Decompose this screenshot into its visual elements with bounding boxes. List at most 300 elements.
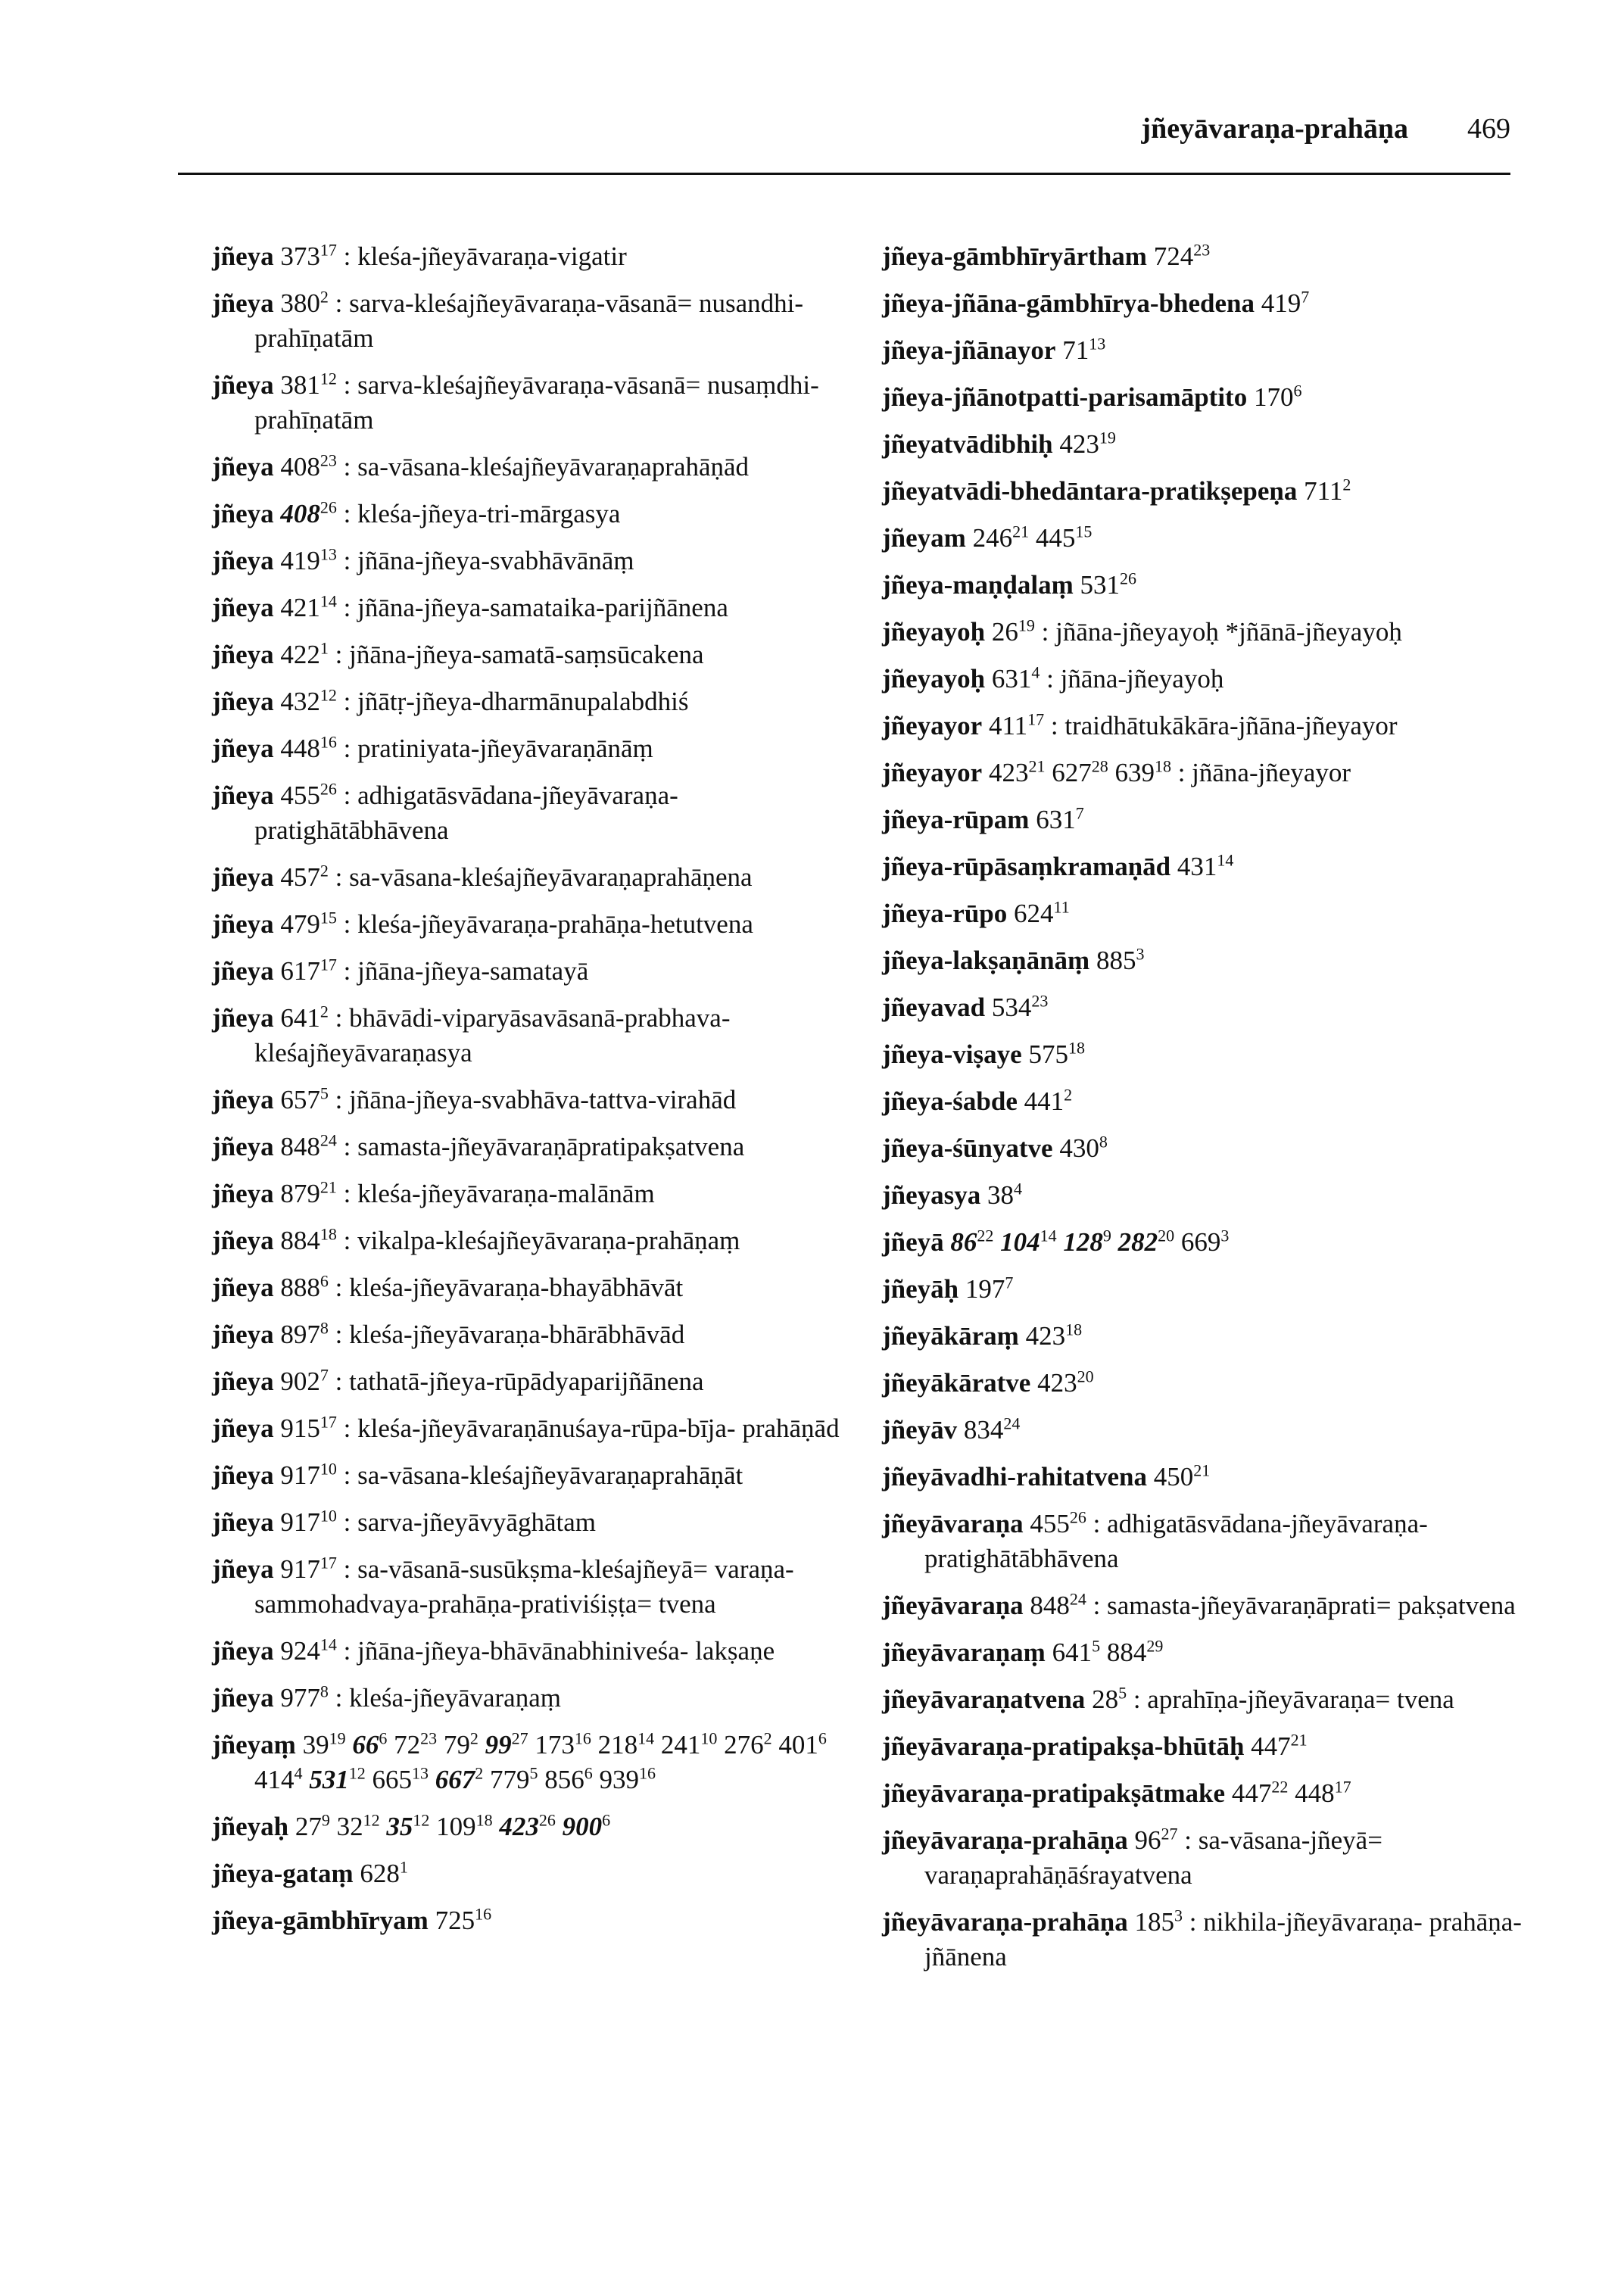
entry-headword: jñeyāvaraṇaṃ [882,1638,1046,1667]
index-entry [212,368,871,438]
reference-line: 17 [320,240,337,260]
reference-page: 915 [280,1413,320,1443]
entry-headword: jñeya [212,1554,274,1584]
reference-line: 10 [320,1506,337,1526]
reference-page: 422 [280,640,320,669]
reference-line: 7 [1075,803,1084,823]
index-entry [212,1681,871,1716]
entry-context: : nikhila-jñeyāvaraṇa- prahāṇa-jñānena [924,1907,1522,1971]
reference-line: 17 [1027,709,1045,729]
reference-page: 408 [280,452,320,482]
page-reference [386,1812,429,1841]
index-entry [882,1366,1533,1401]
reference-page: 431 [1177,852,1217,881]
reference-page: 185 [1134,1907,1174,1937]
page-reference [1062,335,1105,365]
reference-page: 26 [991,617,1018,647]
index-entry [882,1905,1533,1975]
entry-headword: jñeya-rūpam [882,805,1030,834]
reference-line: 3 [1174,1906,1183,1925]
entry-context: : samasta-jñeyāvaraṇāprati= pakṣatvena [1086,1591,1516,1620]
reference-line: 22 [977,1226,994,1245]
reference-page: 667 [435,1765,475,1794]
entry-headword: jñeya-viṣaye [882,1039,1022,1069]
entry-headword: jñeya [212,1085,274,1114]
reference-line: 7 [320,1365,329,1385]
reference-line: 24 [1069,1589,1086,1609]
entry-headword: jñeyayor [882,711,983,740]
page-reference [1096,946,1145,975]
reference-line: 8 [1099,1132,1108,1152]
page-reference [352,1730,387,1759]
entry-headword: jñeya-lakṣaṇānāṃ [882,946,1090,975]
entry-headword: jñeyayor [882,758,983,787]
reference-line: 2 [320,287,329,307]
reference-line: 12 [413,1810,430,1830]
reference-line: 13 [1089,334,1106,354]
index-entry [882,1084,1533,1119]
reference-page: 373 [280,242,320,271]
reference-page: 170 [1253,382,1294,412]
reference-page: 408 [280,499,320,528]
entry-context: : jñāna-jñeya-svabhāva-tattva-virahād [328,1085,737,1114]
page-reference [1107,1638,1164,1667]
index-entry [212,1903,871,1938]
page-reference [280,956,337,986]
reference-line: 17 [320,955,337,974]
reference-page: 939 [599,1765,639,1794]
page-reference [1030,1591,1086,1620]
entry-context: : traidhātukākāra-jñāna-jñeyayor [1044,711,1398,740]
page-reference [1036,805,1084,834]
page-reference [973,523,1030,553]
reference-line: 13 [320,544,337,564]
entry-headword: jñeyā [882,1227,944,1257]
page-reference [1052,1638,1101,1667]
entry-headword: jñeya-gāmbhīryam [212,1906,429,1935]
entry-headword: jñeyāv [882,1415,958,1445]
reference-page: 447 [1251,1731,1291,1761]
reference-page: 617 [280,956,320,986]
reference-line: 17 [1334,1777,1351,1797]
page-reference [661,1730,718,1759]
page-reference [303,1730,346,1759]
reference-line: 9 [321,1810,330,1830]
reference-page: 848 [1030,1591,1070,1620]
index-entry [882,1635,1533,1670]
reference-line: 23 [320,450,337,470]
reference-page: 86 [950,1227,977,1257]
page-reference [563,1812,611,1841]
reference-page: 917 [280,1460,320,1490]
page-number: 469 [1467,113,1510,145]
reference-page: 445 [1035,523,1076,553]
reference-line: 23 [420,1728,438,1748]
entry-context: : sarva-jñeyāvyāghātam [336,1507,596,1537]
reference-line: 16 [639,1763,656,1783]
entry-context: : tathatā-jñeya-rūpādyaparijñānena [328,1367,704,1396]
reference-page: 977 [280,1683,320,1713]
entry-context: : kleśa-jñeyāvaraṇaṃ [328,1683,561,1713]
index-entry [882,1131,1533,1166]
page-reference [337,1812,380,1841]
entry-headword: jñeyākāratve [882,1368,1031,1398]
reference-line: 1 [399,1857,408,1877]
reference-line: 19 [1099,428,1116,447]
reference-page: 423 [1059,429,1099,459]
page-reference [1154,1462,1211,1491]
entry-context: : sarva-kleśajñeyāvaraṇa-vāsanā= nusaṃdhi-prahīṇatām [254,370,819,435]
page-reference [1063,1227,1111,1257]
entry-context: : pratiniyata-jñeyāvaraṇānāṃ [336,734,653,763]
entry-headword: jñeya [212,288,274,318]
entry-headword: jñeya [212,1367,274,1396]
page-reference [444,1730,478,1759]
reference-page: 104 [1000,1227,1040,1257]
entry-headword: jñeya [212,734,274,763]
reference-page: 779 [490,1765,530,1794]
reference-page: 917 [280,1554,320,1584]
page-reference [435,1906,492,1935]
index-entry [212,544,871,578]
reference-line: 5 [1092,1636,1101,1656]
reference-page: 173 [535,1730,575,1759]
page-reference [600,1765,656,1794]
page-reference [254,1765,303,1794]
reference-page: 639 [1114,758,1155,787]
index-entry [212,1177,871,1211]
entry-context: : sa-vāsana-kleśajñeyāvaraṇaprahāṇād [336,452,750,482]
reference-page: 38 [987,1180,1015,1210]
entry-context: : bhāvādi-viparyāsavāsanā-prabhava- kleśajñeyāvaraṇasya [254,1003,731,1068]
reference-line: 2 [475,1763,484,1783]
index-entry [212,450,871,485]
page-reference [1181,1227,1230,1257]
page-reference [1177,852,1234,881]
reference-page: 35 [386,1812,413,1841]
reference-page: 99 [485,1730,512,1759]
reference-line: 26 [320,497,337,517]
reference-page: 96 [1134,1825,1161,1855]
entry-headword: jñeyāvadhi-rahitatvena [882,1462,1147,1491]
index-entry [212,907,871,942]
page-reference [280,1554,337,1584]
index-entry [882,896,1533,931]
entry-headword: jñeya-jñānotpatti-parisamāptito [882,382,1248,412]
page-reference [1261,288,1310,318]
page-reference [280,1003,329,1033]
entry-headword: jñeyāḥ [882,1274,959,1304]
reference-line: 7 [1005,1273,1014,1292]
entry-headword: jñeyāvaraṇa-pratipakṣa-bhūtāḥ [882,1731,1245,1761]
reference-page: 380 [280,288,320,318]
entry-headword: jñeya [212,781,274,810]
reference-page: 575 [1028,1039,1068,1069]
page-reference [280,499,337,528]
entry-context: : jñātṛ-jñeya-dharmānupalabdhiś [336,687,689,716]
reference-line: 4 [1014,1179,1023,1198]
reference-page: 724 [1153,242,1194,271]
entry-headword: jñeya-gataṃ [212,1859,354,1888]
reference-page: 631 [991,664,1032,693]
reference-line: 13 [412,1763,429,1783]
index-entry [212,860,871,895]
reference-page: 411 [988,711,1028,740]
index-entry [212,637,871,672]
page-reference [724,1730,772,1759]
reference-page: 32 [336,1812,363,1841]
reference-line: 7 [1301,287,1310,307]
index-entry [212,239,871,274]
index-entry [882,286,1533,321]
reference-line: 14 [320,1635,337,1654]
reference-line: 12 [363,1810,380,1830]
page-reference [280,1507,337,1537]
entry-headword: jñeya [212,242,274,271]
reference-line: 26 [538,1810,556,1830]
reference-page: 455 [280,781,320,810]
page-reference [280,640,329,669]
reference-page: 246 [972,523,1013,553]
page-reference [280,1085,329,1114]
reference-page: 432 [280,687,320,716]
reference-line: 5 [320,1083,329,1103]
entry-context: : jñāna-jñeyayoḥ *jñānā-jñeyayoḥ [1034,617,1402,647]
page-reference [598,1730,655,1759]
index-entry [212,1505,871,1540]
page-reference [280,1226,337,1255]
reference-line: 12 [348,1763,366,1783]
page-reference [280,242,337,271]
page-reference [295,1812,330,1841]
reference-page: 457 [280,862,320,892]
reference-page: 455 [1030,1509,1070,1538]
reference-line: 26 [1069,1507,1086,1527]
entry-context: : sa-vāsanā-susūkṣma-kleśajñeyā= varaṇa-sammohadvaya-prahāṇa-prativiśiṣṭa= tvena [254,1554,794,1619]
page-reference [280,1683,329,1713]
entry-headword: jñeyāvaraṇatvena [882,1685,1086,1714]
reference-line: 18 [1154,756,1171,776]
reference-line: 18 [475,1810,493,1830]
reference-page: 884 [280,1226,320,1255]
page-reference [490,1765,538,1794]
index-entry [882,474,1533,509]
entry-headword: jñeyāvaraṇa-pratipakṣātmake [882,1778,1226,1808]
page-reference [964,1415,1021,1445]
page-reference [280,288,329,318]
page-reference [499,1812,556,1841]
reference-page: 423 [499,1812,539,1841]
page-header [178,112,1510,175]
reference-line: 2 [320,1002,329,1021]
reference-page: 534 [991,993,1032,1022]
entry-headword: jñeya [212,956,274,986]
index-entry [882,1823,1533,1893]
index-entry [882,662,1533,697]
reference-line: 12 [320,369,337,388]
entry-headword: jñeya [212,452,274,482]
page-reference [280,1132,337,1161]
entry-headword: jñeya-rūpo [882,899,1008,928]
reference-line: 6 [584,1763,593,1783]
entry-headword: jñeyasya [882,1180,981,1210]
page-reference [778,1730,827,1759]
reference-page: 414 [254,1765,295,1794]
reference-line: 5 [1118,1683,1127,1703]
index-entry [212,1083,871,1117]
page-reference [394,1730,437,1759]
index-entry [212,954,871,989]
reference-line: 29 [1146,1636,1164,1656]
entry-headword: jñeya [212,593,274,622]
reference-page: 282 [1117,1227,1158,1257]
entry-headword: jñeyāvaraṇa-prahāṇa [882,1907,1128,1937]
entry-headword: jñeya [212,1003,274,1033]
entry-context: : jñāna-jñeyayor [1170,758,1351,787]
entry-context: : jñāna-jñeya-svabhāvānāṃ [336,546,634,575]
reference-line: 24 [1003,1413,1021,1433]
reference-line: 6 [379,1728,388,1748]
reference-page: 834 [963,1415,1004,1445]
reference-page: 856 [544,1765,584,1794]
page-reference [280,1320,329,1349]
reference-page: 711 [1304,476,1343,506]
reference-page: 430 [1059,1133,1099,1163]
entry-context: : kleśa-jñeyāvaraṇa-malānām [336,1179,655,1208]
entry-headword: jñeya [212,370,274,400]
entry-headword: jñeya-jñāna-gāmbhīrya-bhedena [882,288,1255,318]
page-reference [1059,1133,1108,1163]
index-entry [212,1552,871,1622]
entry-headword: jñeya [212,546,274,575]
index-entry [212,778,871,848]
page-reference [1092,1685,1127,1714]
entry-headword: jñeyāvaraṇa [882,1591,1024,1620]
index-entry [882,849,1533,884]
reference-line: 6 [320,1271,329,1291]
reference-page: 276 [724,1730,764,1759]
reference-page: 884 [1106,1638,1147,1667]
page-reference [1154,242,1211,271]
page-reference [1028,1039,1085,1069]
page-reference [1135,1825,1178,1855]
reference-line: 20 [1158,1226,1175,1245]
index-entry [882,1460,1533,1495]
reference-page: 28 [1092,1685,1119,1714]
reference-line: 2 [469,1728,478,1748]
reference-line: 4 [294,1763,303,1783]
page-reference [1026,1321,1083,1351]
index-entry [212,286,871,356]
reference-page: 448 [280,734,320,763]
reference-line: 23 [1193,240,1211,260]
index-entry [212,684,871,719]
reference-line: 27 [511,1728,528,1748]
reference-page: 917 [280,1507,320,1537]
reference-page: 419 [280,546,320,575]
page-reference [280,781,337,810]
reference-line: 16 [475,1904,492,1924]
page-reference [485,1730,528,1759]
page-reference [1254,382,1302,412]
reference-line: 21 [1028,756,1046,776]
reference-line: 16 [574,1728,591,1748]
page-reference [1232,1778,1289,1808]
reference-line: 2 [1064,1085,1073,1105]
reference-line: 2 [320,861,329,881]
reference-line: 23 [1031,991,1049,1011]
index-entry [882,1272,1533,1307]
reference-page: 624 [1014,899,1054,928]
index-entry [212,1270,871,1305]
index-entry [882,521,1533,556]
left-column [212,239,871,1950]
reference-line: 10 [320,1459,337,1479]
reference-line: 2 [763,1728,772,1748]
reference-line: 9 [1102,1226,1111,1245]
reference-line: 27 [1161,1824,1178,1844]
reference-page: 531 [1080,570,1121,600]
reference-line: 6 [818,1728,827,1748]
page-reference [544,1765,593,1794]
reference-line: 14 [1040,1226,1057,1245]
entry-headword: jñeya [212,1413,274,1443]
reference-page: 479 [280,909,320,939]
reference-line: 6 [602,1810,611,1830]
index-entry [212,1458,871,1493]
index-entry [212,497,871,531]
entry-context: : aprahīṇa-jñeyāvaraṇa= tvena [1127,1685,1454,1714]
index-entry [212,1728,871,1797]
entry-headword: jñeya-maṇḍalaṃ [882,570,1074,600]
reference-page: 879 [280,1179,320,1208]
reference-line: 5 [529,1763,538,1783]
reference-page: 419 [1261,288,1301,318]
reference-page: 725 [435,1906,475,1935]
entry-headword: jñeya [212,687,274,716]
reference-page: 71 [1062,335,1089,365]
page-reference [280,734,337,763]
reference-page: 641 [1052,1638,1093,1667]
page-reference [360,1859,408,1888]
reference-line: 1 [320,638,329,658]
page-reference [1000,1227,1057,1257]
entry-context: : sa-vāsana-kleśajñeyāvaraṇaprahāṇena [328,862,753,892]
entry-headword: jñeya [212,640,274,669]
entry-headword: jñeya [212,1320,274,1349]
entry-context: : jñāna-jñeya-samatā-saṃsūcakena [328,640,704,669]
entry-headword: jñeya [212,1226,274,1255]
page-reference [280,546,337,575]
index-entry [882,380,1533,415]
entry-headword: jñeyavad [882,993,986,1022]
reference-line: 17 [320,1412,337,1432]
reference-line: 22 [1271,1777,1289,1797]
entry-headword: jñeyaṃ [212,1730,296,1759]
entry-context: : samasta-jñeyāvaraṇāpratipakṣatvena [336,1132,745,1161]
entry-headword: jñeya [212,1273,274,1302]
entry-headword: jñeyāvaraṇa-prahāṇa [882,1825,1128,1855]
entry-headword: jñeya [212,1179,274,1208]
entry-context: : vikalpa-kleśajñeyāvaraṇa-prahāṇaṃ [336,1226,740,1255]
page-reference [280,452,337,482]
entry-context: : adhigatāsvādana-jñeyāvaraṇa- pratighātābhāvena [254,781,678,845]
index-entry [882,1037,1533,1072]
reference-page: 27 [295,1812,322,1841]
reference-page: 531 [309,1765,349,1794]
entry-headword: jñeya-rūpāsaṃkramaṇād [882,852,1171,881]
page-reference [436,1812,493,1841]
